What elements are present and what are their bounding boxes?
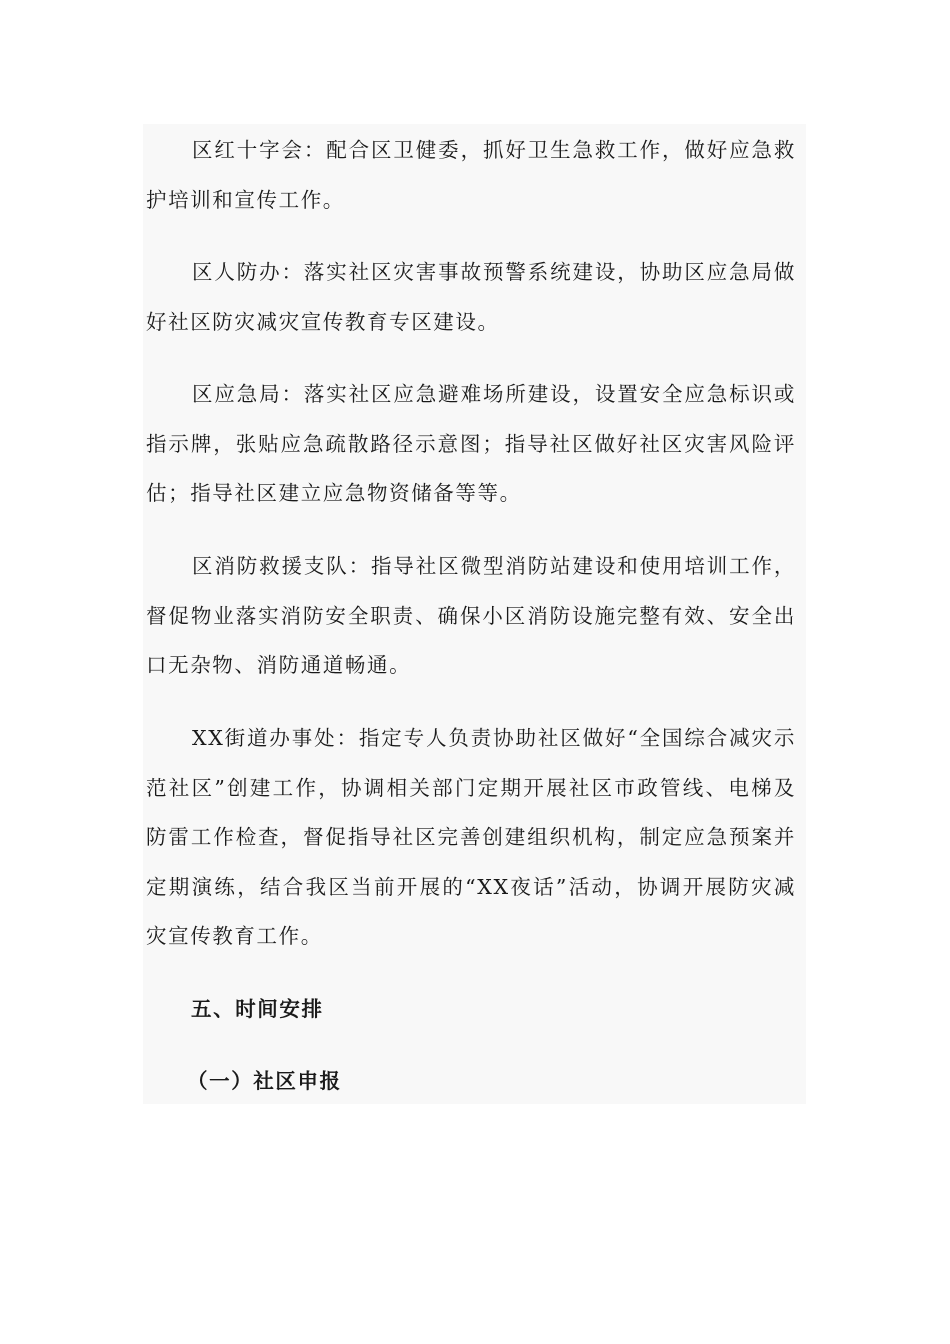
subsection-heading: （一）社区申报 <box>187 1069 342 1093</box>
document-page-block <box>143 124 806 1104</box>
paragraph-red-cross: 区红十字会：配合区卫健委，抓好卫生急救工作，做好应急救护培训和宣传工作。 <box>146 138 796 212</box>
paragraph-street-office: XX街道办事处：指定专人负责协助社区做好“全国综合减灾示范社区”创建工作，协调相关部门定期开展社区市政管线、电梯及防雷工作检查，督促指导社区完善创建组织机构，制定应急预案并定期演练，结合我区当前开展的“XX夜话”活动，协调开展防灾减灾宣传教育工作。 <box>146 726 796 948</box>
section-heading: 五、时间安排 <box>191 997 324 1021</box>
paragraph-fire-rescue: 区消防救援支队：指导社区微型消防站建设和使用培训工作，督促物业落实消防安全职责、确保小区消防设施完整有效、安全出口无杂物、消防通道畅通。 <box>146 554 796 677</box>
paragraph-civil-defense: 区人防办：落实社区灾害事故预警系统建设，协助区应急局做好社区防灾减灾宣传教育专区建设。 <box>146 260 796 334</box>
paragraph-emergency-bureau: 区应急局：落实社区应急避难场所建设，设置安全应急标识或指示牌，张贴应急疏散路径示意图；指导社区做好社区灾害风险评估；指导社区建立应急物资储备等等。 <box>146 382 796 505</box>
